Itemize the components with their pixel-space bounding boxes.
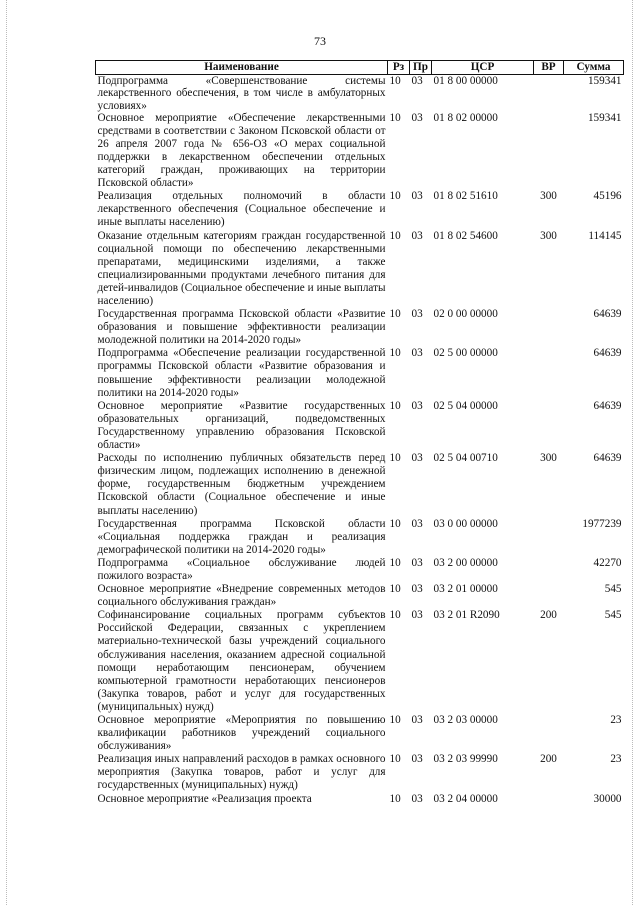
row-name: Оказание отдельным категориям граждан государственной социальной помощи по обеспечению лекарственными препаратами, медицинскими изделиями, а также специализированными продуктами лечебного питания для детей-инвалидов (Социальное обеспечение и иные выплаты населению): [97, 229, 386, 308]
table-row: [96, 112, 624, 191]
row-sum: 64639: [593, 347, 622, 360]
row-vr: 200: [540, 753, 557, 766]
row-csr: 02 0 00 00000: [433, 308, 498, 321]
row-pr: 03: [411, 556, 423, 569]
row-name: Расходы по исполнению публичных обязательств перед физическим лицом, подлежащих исполнению в денежной форме, государственным бюджетным учреждением Псковской области (Социальное обеспечение и иные выплаты населению): [97, 452, 386, 517]
row-vr: 300: [540, 190, 557, 203]
row-pr: 03: [411, 111, 423, 124]
table-row: [96, 230, 624, 309]
row-pr: 03: [411, 753, 423, 766]
budget-table: [95, 60, 624, 806]
row-vr: [534, 400, 564, 452]
row-pr: 03: [411, 347, 423, 360]
row-vr: [534, 112, 564, 191]
row-sum: 23: [610, 753, 622, 766]
row-name: Основное мероприятие «Развитие государственных образовательных организаций, подведомственных Государственному управлению образования Псковской области»: [97, 399, 386, 452]
row-rz: 10: [389, 583, 401, 596]
row-pr: 03: [411, 609, 423, 622]
table-row: [96, 190, 624, 229]
table-row: [96, 75, 624, 112]
table-body: [96, 75, 624, 806]
row-csr: 01 8 02 54600: [433, 229, 498, 242]
row-pr: 03: [411, 583, 423, 596]
table-row: [96, 308, 624, 347]
row-sum: 114145: [588, 229, 622, 242]
header-name: Наименование: [96, 61, 388, 75]
row-rz: 10: [389, 452, 401, 465]
row-csr: 01 8 02 51610: [433, 190, 498, 203]
page-number: 73: [314, 34, 326, 48]
row-csr: 03 2 01 R2090: [433, 609, 500, 622]
row-vr: [534, 518, 564, 557]
header-pr: Пр: [410, 61, 432, 75]
row-name: Реализация иных направлений расходов в рамках основного мероприятия (Закупка товаров, работ и услуг для государственных (муниципальных) нужд): [97, 753, 386, 792]
row-rz: 10: [389, 517, 401, 530]
row-pr: 03: [411, 399, 423, 412]
row-name: Основное мероприятие «Мероприятия по повышению квалификации работников учреждений социального обслуживания»: [97, 714, 386, 753]
row-rz: 10: [389, 347, 401, 360]
row-csr: 01 8 02 00000: [433, 111, 498, 124]
page-edge-mark: [632, 0, 633, 905]
row-sum: 23: [610, 714, 622, 727]
row-csr: 03 2 04 00000: [433, 792, 498, 805]
row-rz: 10: [389, 399, 401, 412]
row-vr: [534, 75, 564, 112]
row-name: Реализация отдельных полномочий в области лекарственного обеспечения (Социальное обеспечение и иные выплаты населению): [97, 190, 386, 229]
row-rz: 10: [389, 714, 401, 727]
row-rz: 10: [389, 308, 401, 321]
row-name: Основное мероприятие «Обеспечение лекарственными средствами в соответствии с Законом Псковской области от 26 апреля 2007 года № 656-ОЗ «О мерах социальной поддержки в лекарственном обеспечении отдельных категорий граждан, проживающих на территории Псковской области»: [97, 111, 386, 190]
row-sum: 1977239: [582, 517, 622, 530]
header-sum: Сумма: [564, 61, 624, 75]
row-rz: 10: [389, 75, 401, 88]
table-row: [96, 714, 624, 753]
table-row: [96, 609, 624, 714]
table-row: [96, 518, 624, 557]
row-csr: 01 8 00 00000: [433, 75, 498, 88]
row-sum: 30000: [593, 792, 622, 805]
row-name: Основное мероприятие «Реализация проекта: [97, 792, 312, 805]
row-rz: 10: [389, 609, 401, 622]
row-vr: [534, 583, 564, 609]
row-vr: [534, 347, 564, 399]
row-pr: 03: [411, 75, 423, 88]
row-rz: 10: [389, 229, 401, 242]
row-vr: 300: [540, 229, 557, 242]
table-row: [96, 400, 624, 452]
row-vr: 200: [540, 609, 557, 622]
row-csr: 03 2 01 00000: [433, 583, 498, 596]
header-rz: Рз: [388, 61, 410, 75]
row-csr: 03 2 03 99990: [433, 753, 498, 766]
row-rz: 10: [389, 111, 401, 124]
row-sum: 42270: [593, 556, 622, 569]
row-vr: [534, 793, 564, 806]
table-row: [96, 793, 624, 806]
row-vr: 300: [540, 452, 557, 465]
header-vr: ВР: [534, 61, 564, 75]
row-name: Софинансирование социальных программ субъектов Российской Федерации, связанных с укреплением материально-технической базы учреждений социального обслуживания населения, оказанием адресной социальной помощи неработающим пенсионерам, обучением компьютерной грамотности неработающих пенсионеров (Закупка товаров, работ и услуг для государственных (муниципальных) нужд): [97, 609, 386, 713]
table-row: [96, 557, 624, 583]
table-row: [96, 347, 624, 399]
row-pr: 03: [411, 792, 423, 805]
row-csr: 02 5 04 00000: [433, 399, 498, 412]
row-sum: 545: [604, 609, 622, 622]
row-pr: 03: [411, 714, 423, 727]
row-name: Государственная программа Псковской области «Развитие образования и повышение эффективности реализации молодежной политики на 2014-2020 годы»: [97, 308, 386, 347]
row-sum: 45196: [593, 190, 622, 203]
table-row: [96, 583, 624, 609]
header-csr: ЦСР: [432, 61, 534, 75]
row-name: Подпрограмма «Социальное обслуживание людей пожилого возраста»: [97, 556, 386, 582]
row-csr: 02 5 00 00000: [433, 347, 498, 360]
row-name: Подпрограмма «Обеспечение реализации государственной программы Псковской области «Развитие образования и повышение эффективности реализации молодежной политики на 2014-2020 годы»: [97, 347, 386, 399]
row-pr: 03: [411, 517, 423, 530]
row-csr: 03 2 03 00000: [433, 714, 498, 727]
row-vr: [534, 714, 564, 753]
table-header-row: [96, 61, 624, 75]
table-row: [96, 452, 624, 517]
row-sum: 159341: [587, 111, 622, 124]
row-rz: 10: [389, 556, 401, 569]
row-name: Подпрограмма «Совершенствование системы лекарственного обеспечения, в том числе в амбулаторных условиях»: [97, 75, 386, 112]
row-pr: 03: [411, 190, 423, 203]
row-sum: 545: [604, 583, 622, 596]
row-sum: 159341: [587, 75, 622, 88]
row-rz: 10: [389, 753, 401, 766]
row-sum: 64639: [593, 399, 622, 412]
row-vr: [534, 308, 564, 347]
row-rz: 10: [389, 190, 401, 203]
row-name: Государственная программа Псковской области «Социальная поддержка граждан и реализация демографической политики на 2014-2020 годы»: [97, 517, 386, 556]
row-pr: 03: [411, 229, 423, 242]
row-vr: [534, 557, 564, 583]
row-csr: 03 0 00 00000: [433, 517, 498, 530]
table-row: [96, 753, 624, 792]
row-sum: 64639: [593, 308, 622, 321]
row-pr: 03: [411, 308, 423, 321]
row-sum: 64639: [593, 452, 622, 465]
row-csr: 02 5 04 00710: [433, 452, 498, 465]
row-rz: 10: [389, 792, 401, 805]
page-edge-mark: [6, 0, 7, 905]
row-pr: 03: [411, 452, 423, 465]
row-name: Основное мероприятие «Внедрение современных методов социального обслуживания граждан»: [97, 583, 386, 609]
row-csr: 03 2 00 00000: [433, 556, 498, 569]
